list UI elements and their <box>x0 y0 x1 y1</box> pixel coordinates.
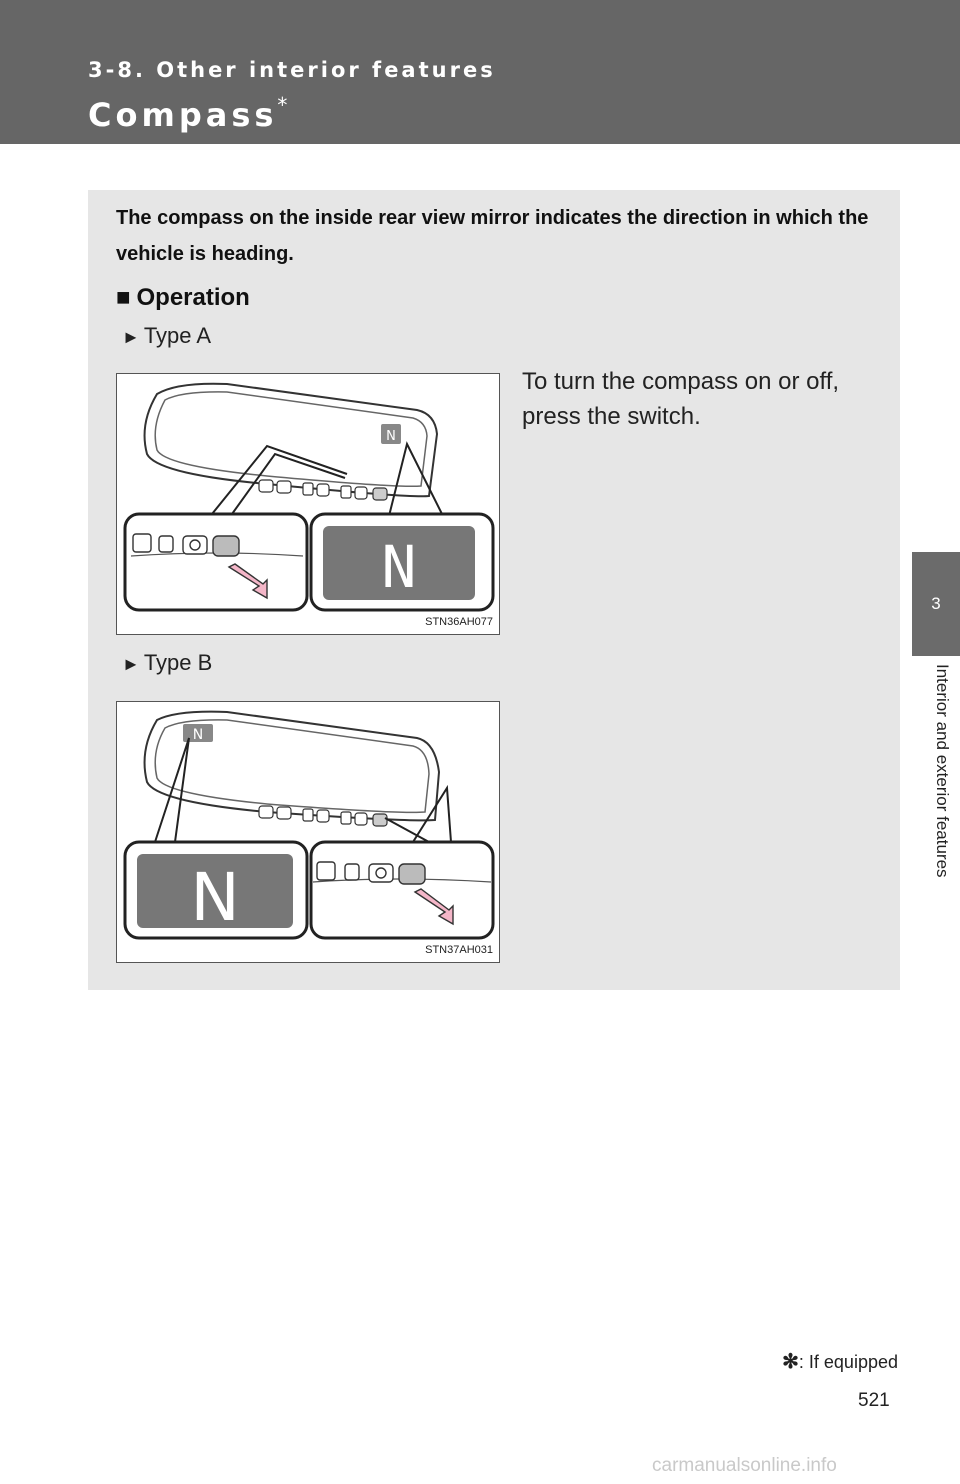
type-b-label-text: Type B <box>143 650 213 675</box>
switch-callout-box <box>311 842 493 938</box>
power-icon <box>369 864 393 882</box>
operation-heading-text: Operation <box>136 284 250 311</box>
type-a-label <box>122 323 211 349</box>
mirror-illustration-a <box>117 374 501 636</box>
page-header <box>0 0 960 144</box>
type-b-label <box>122 650 212 676</box>
footnote-text: : If equipped <box>798 1352 898 1372</box>
instruction-text: To turn the compass on or off, press the switch. <box>522 368 840 430</box>
asterisk-icon: ✻ <box>782 1351 799 1373</box>
garage-icon <box>317 862 335 880</box>
triangle-right-icon: ► <box>122 654 140 674</box>
if-equipped-mark: * <box>277 93 288 117</box>
chapter-title: Interior and exterior features <box>933 664 952 878</box>
mirror-display-letter: N <box>192 727 204 743</box>
switch-callout-box <box>125 514 307 610</box>
triangle-right-icon: ► <box>122 327 140 347</box>
section-label: 3-8. Other interior features <box>88 58 496 82</box>
figure-code-a: STN36AH077 <box>425 616 493 628</box>
chapter-number: 3 <box>912 552 960 656</box>
page-title <box>88 93 287 134</box>
mirror-display-letter: N <box>386 429 396 444</box>
figure-code-b: STN37AH031 <box>425 944 493 956</box>
mirror-illustration-b <box>117 702 501 964</box>
figure-type-a <box>116 373 500 635</box>
footnote <box>782 1349 898 1374</box>
garage-icon <box>133 534 151 552</box>
square-bullet-icon: ■ <box>116 284 131 311</box>
type-a-label-text: Type A <box>143 323 212 348</box>
page-number: 521 <box>858 1390 890 1411</box>
page-title-text: Compass <box>88 96 278 134</box>
watermark: carmanualsonline.info <box>652 1455 837 1476</box>
compass-icon <box>399 864 425 884</box>
compass-display-letter: N <box>190 859 240 936</box>
intro-text: The compass on the inside rear view mirror indicates the direction in which the vehicle is heading. <box>116 207 869 265</box>
chapter-side-tab <box>912 552 960 952</box>
compass-icon <box>213 536 239 556</box>
operation-heading <box>116 284 250 312</box>
power-icon <box>183 536 207 554</box>
figure-type-b <box>116 701 500 963</box>
compass-display-letter: N <box>381 533 417 601</box>
